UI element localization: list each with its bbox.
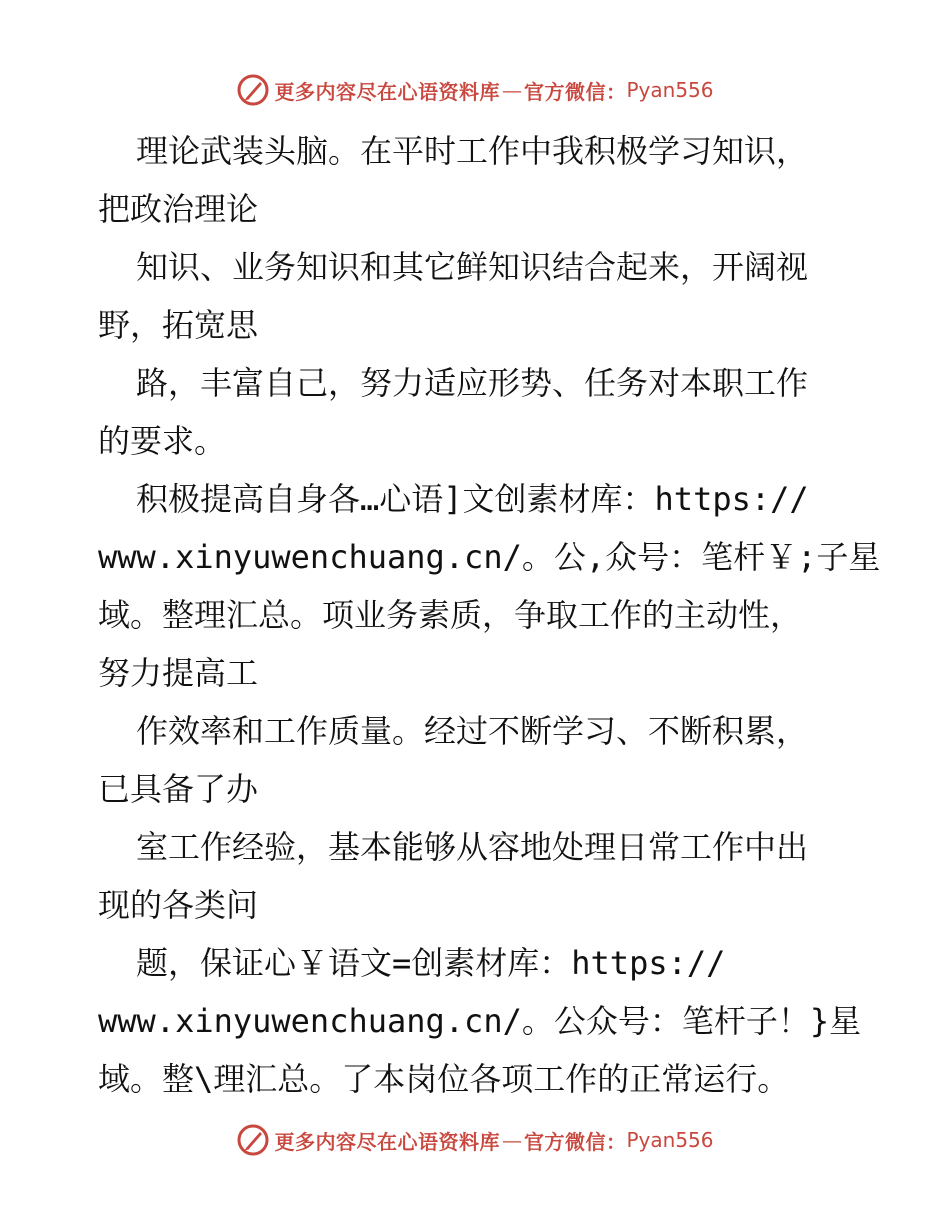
text-line: 已具备了办: [98, 770, 259, 808]
text-line: 知识、业务知识和其它鲜知识结合起来，开阔视: [136, 248, 809, 286]
text-line: 室工作经验，基本能够从容地处理日常工作中出: [136, 828, 809, 866]
header-banner: [0, 70, 950, 110]
text-line: 的要求。: [98, 422, 227, 460]
text-line: 理论武装头脑。在平时工作中我积极学习知识，: [136, 132, 809, 170]
text-line: 积极提高自身各…心语]文创素材库：https://: [136, 480, 809, 518]
banner-wechat-id: Pyan556: [626, 1128, 714, 1152]
document-body: [98, 122, 881, 1108]
text-line: 现的各类问: [98, 886, 259, 924]
text-line: 把政治理论: [98, 190, 259, 228]
text-line: 题，保证心￥语文=创素材库：https://: [136, 944, 726, 982]
text-line: 野，拓宽思: [98, 306, 259, 344]
banner-separator: —: [501, 78, 522, 102]
text-line: 域。整理汇总。项业务素质，争取工作的主动性，: [98, 596, 803, 634]
text-line: 路，丰富自己，努力适应形势、任务对本职工作: [136, 364, 809, 402]
footer-banner: [0, 1120, 950, 1160]
text-line: 努力提高工: [98, 654, 259, 692]
quill-pen-logo-icon: [236, 1123, 270, 1157]
banner-wechat-id: Pyan556: [626, 78, 714, 102]
banner-wechat-label: 官方微信：: [523, 1129, 627, 1154]
banner-title: 更多内容尽在心语资料库: [274, 1129, 500, 1154]
text-line: 域。整\理汇总。了本岗位各项工作的正常运行。: [98, 1060, 790, 1098]
text-line: www.xinyuwenchuang.cn/。公,众号：笔杆￥;子星: [98, 538, 881, 576]
text-line: 作效率和工作质量。经过不断学习、不断积累，: [136, 712, 809, 750]
banner-separator: —: [501, 1128, 522, 1152]
quill-pen-logo-icon: [236, 73, 270, 107]
text-line: www.xinyuwenchuang.cn/。公众号：笔杆子！}星: [98, 1002, 862, 1040]
banner-title: 更多内容尽在心语资料库: [274, 79, 500, 104]
banner-wechat-label: 官方微信：: [523, 79, 627, 104]
